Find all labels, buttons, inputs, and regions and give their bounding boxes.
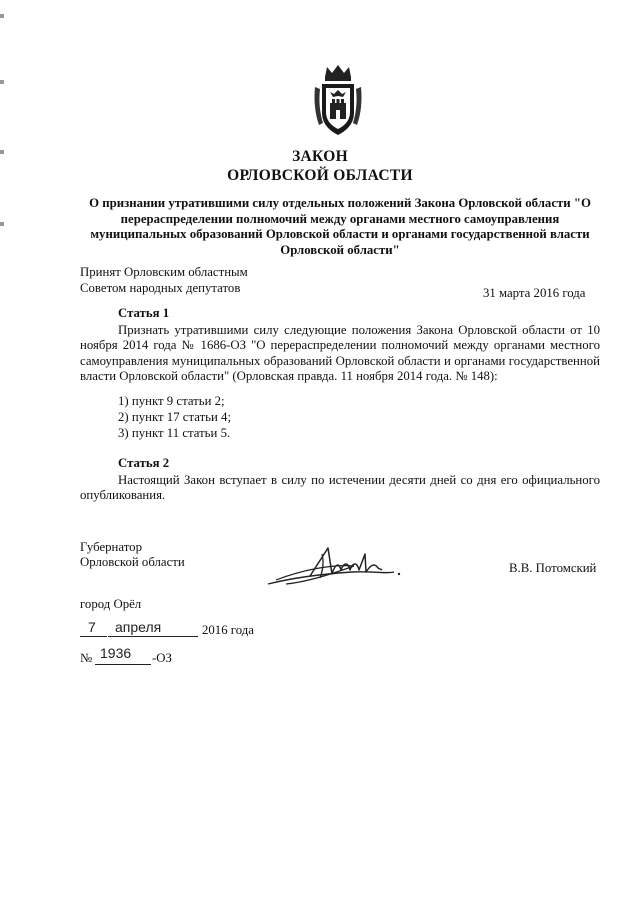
law-number-prefix: № — [80, 651, 93, 665]
day-underline — [80, 636, 107, 637]
adopted-date: 31 марта 2016 года — [483, 286, 586, 300]
article1-item: 2) пункт 17 статьи 4; — [118, 410, 231, 424]
adopted-by-line2: Советом народных депутатов — [80, 281, 241, 295]
scan-mark — [0, 80, 4, 84]
governor-title-line2: Орловской области — [80, 555, 185, 569]
signing-year: 2016 года — [202, 623, 254, 637]
article1-text: Признать утратившими силу следующие положения Закона Орловской области от 10 ноября 2014 года № 1686-ОЗ "О перераспределении полномочий между органами местного самоуправления муниципальных образований Орловской области и органами государственной власти Орловской области" (Орловская правда. 11 ноября 2014 года. № 148): — [80, 323, 600, 383]
scan-mark — [0, 14, 4, 18]
article1-heading: Статья 1 — [118, 306, 170, 320]
month-underline — [108, 636, 198, 637]
coat-of-arms-emblem — [313, 63, 363, 137]
signing-city: город Орёл — [80, 597, 142, 611]
law-title-line1: ЗАКОН — [292, 148, 348, 165]
law-subtitle: О признании утратившими силу отдельных положений Закона Орловской области "О перераспределении полномочий между органами местного самоуправления муниципальных образований Орловской области и органами государственной власти Орловской области" — [89, 196, 591, 257]
signing-month: апреля — [115, 619, 162, 635]
article1-item: 3) пункт 11 статьи 5. — [118, 426, 231, 440]
article2-heading: Статья 2 — [118, 456, 170, 470]
article1-item: 1) пункт 9 статьи 2; — [118, 394, 225, 408]
scan-mark — [0, 222, 4, 226]
law-number-suffix: -ОЗ — [152, 651, 172, 665]
law-title-line2: ОРЛОВСКОЙ ОБЛАСТИ — [227, 167, 413, 184]
signing-day: 7 — [88, 619, 96, 635]
article2-text: Настоящий Закон вступает в силу по истечении десяти дней со дня его официального опубликования. — [80, 473, 600, 503]
adopted-by-line1: Принят Орловским областным — [80, 265, 248, 279]
handwritten-signature — [262, 544, 412, 590]
number-underline — [95, 664, 151, 665]
governor-name: В.В. Потомский — [509, 561, 597, 575]
law-number: 1936 — [100, 645, 132, 661]
governor-title-line1: Губернатор — [80, 540, 142, 554]
